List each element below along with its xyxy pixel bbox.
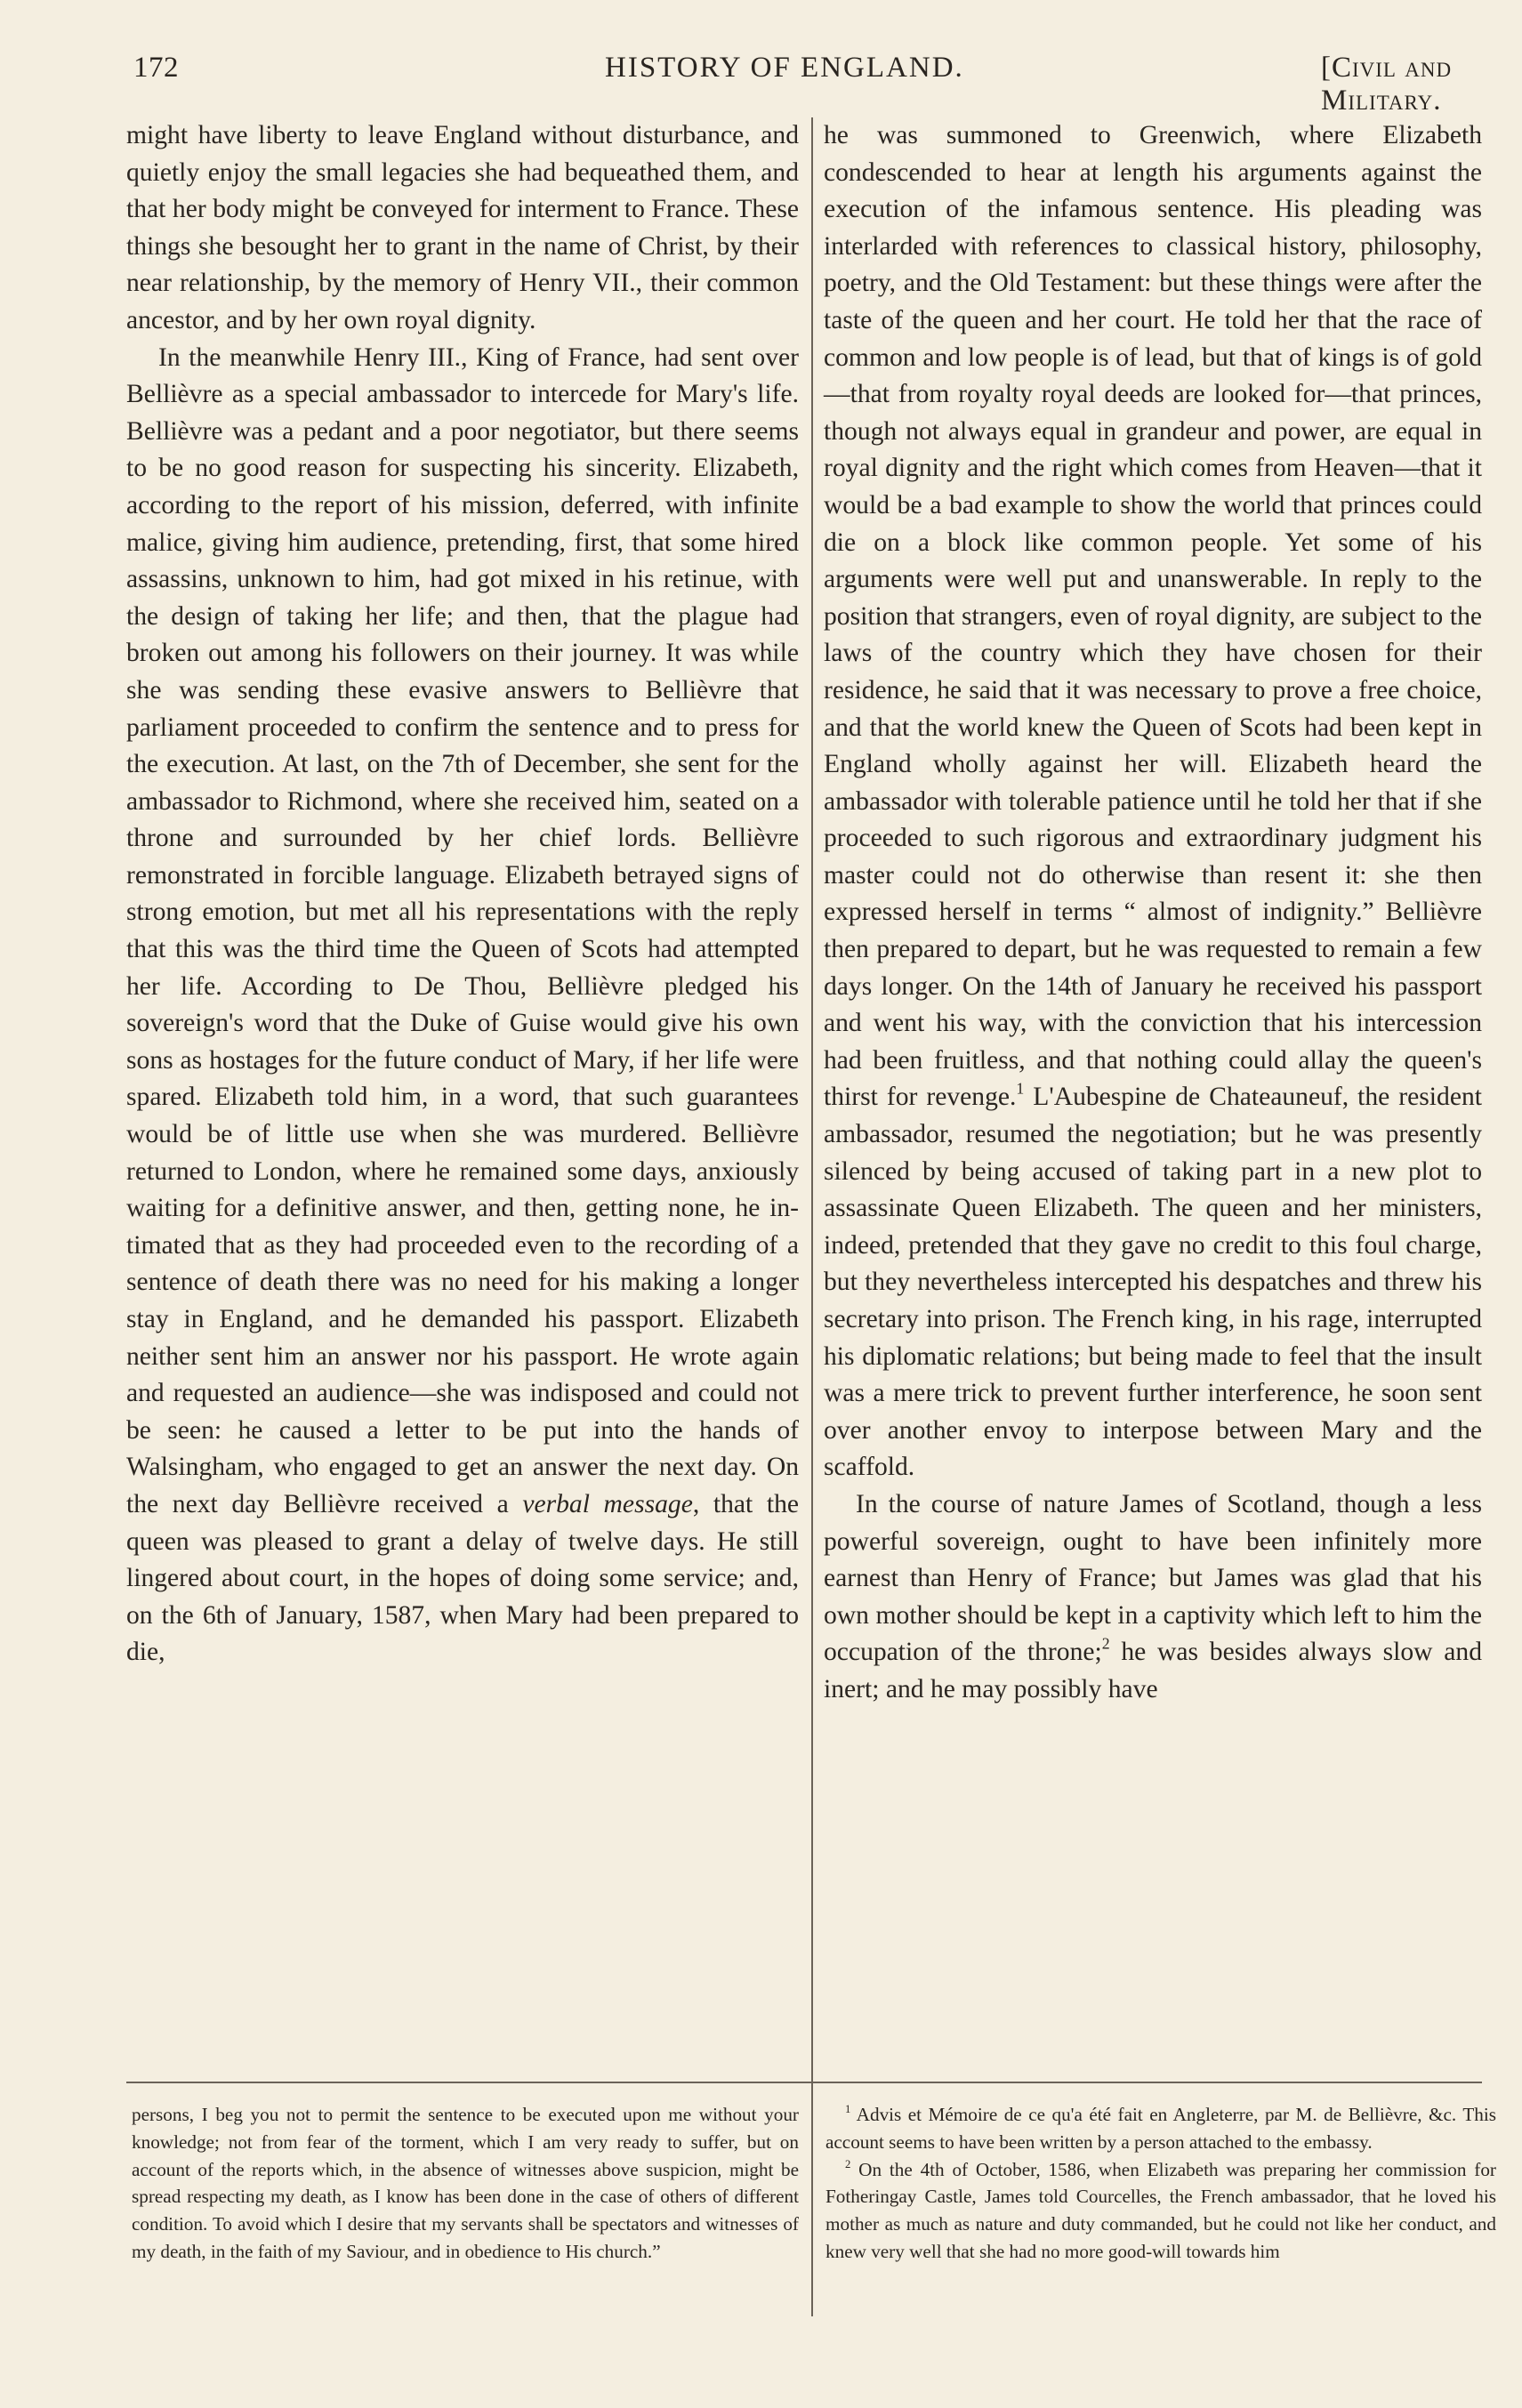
running-header xyxy=(133,52,1521,117)
footnote-text: Advis et Mémoire de ce qu'a été fait en Angleterre, par M. de Bellièvre, &c. This account seems to have been written by a person attached to the embassy. xyxy=(825,2104,1496,2153)
paragraph xyxy=(126,340,799,1671)
column-divider xyxy=(811,117,813,2316)
running-title: HISTORY OF ENGLAND. xyxy=(605,52,964,84)
paragraph-text: he was besides always slow and inert; and he may possibly have xyxy=(824,1638,1482,1703)
paragraph-text: In the course of nature James of Scotland, though a less powerful sovereign, ought to have been infinitely more earnest than Henry of France; but James was glad that his own mother should be kept in a captivity which left to him the occupation of the throne; xyxy=(824,1489,1482,1667)
paragraph-text: might have liberty to leave England without disturbance, and quietly enjoy the small legacies she had bequeathed them, and that her body might be conveyed for interment to France. These things she besought her to grant in the name of Christ, by their near relationship, by the memory of Henry VII., their common ancestor, and by her own royal dignity. xyxy=(126,121,799,334)
paragraph xyxy=(126,117,799,340)
section-label: [Civil and Military. xyxy=(1321,52,1453,117)
paragraph-text: he was summoned to Greenwich, where Elizabeth condescended to hear at length his arguments against the execution of the infamous sentence. His pleading was interlarded with references to classical history, philosophy, poetry, and the Old Testament: but these things were after the taste of the queen and her court. He told her that the race of common and low people is of lead, but that of kings is of gold—that from royalty royal deeds are looked for—that princes, though not always equal in grandeur and power, are equal in royal dignity and the right which comes from Heaven—that it would be a bad example to show the world that princes could die on a block like common people. Yet some of his arguments were well put and unanswerable. In reply to the position that strangers, even of royal dignity, are subject to the laws of the country which they have chosen for their residence, he said that it was necessary to prove a free choice, and that the world knew the Queen of Scots had been kept in England wholly against her will. Elizabeth heard the ambassador with tolerable patience until he told her that if she proceeded to such rigorous and extraordinary judgment his master could not do otherwise than resent it: she then expressed herself in terms “ almost of indignity.” Bellièvre then prepared to depart, but he was requested to remain a few days longer. On the 14th of January he received his passport and went his way, with the conviction that his intercession had been fruitless, and that nothing could allay the queen's thirst for revenge. xyxy=(824,121,1482,1112)
paragraph-text: L'Aubespine de Chateauneuf, the resident ambassador, resumed the negotiation; but he was presently silenced by being accused of taking part in a new plot to assassinate Queen Elizabeth. The queen and her ministers, indeed, pretended that they gave no credit to this foul charge, but they nevertheless intercepted his despatches and threw his secretary into prison. The French king, in his rage, interrupted his diplomatic relations; but being made to feel that the insult was a mere trick to prevent further interference, he soon sent over another envoy to interpose between Mary and the scaffold. xyxy=(824,1083,1482,1482)
paragraph xyxy=(824,117,1482,1486)
footnote-rule xyxy=(126,2082,1482,2083)
footnote-reference: 1 xyxy=(1016,1080,1025,1099)
footnote-number: 2 xyxy=(845,2157,851,2170)
paragraph-text: In the meanwhile Henry III., King of France, had sent over Bellièvre as a special ambassador to intercede for Mary's life. Bellièvre was a pedant and a poor negotiator, but there seems to be no good reason for suspecting his sincerity. Elizabeth, according to the report of his mission, deferred, with infinite malice, giving him audience, pretending, first, that some hired assassins, unknown to him, had got mixed in his retinue, with the design of taking her life; and then, that the plague had broken out among his followers on their journey. It was while she was sending these evasive answers to Bellièvre that parliament proceeded to confirm the sentence and to press for the execution. At last, on the 7th of December, she sent for the ambassador to Richmond, where she received him, seated on a throne and surrounded by her chief lords. Bellièvre remonstrated in forcible language. Elizabeth betrayed signs of strong emotion, but met all his representations with the reply that this was the third time the Queen of Scots had attempted her life. According to De Thou, Bellièvre pledged his sovereign's word that the Duke of Guise would give his own sons as hostages for the future conduct of Mary, if her life were spared. Elizabeth told him, in a word, that such guarantees would be of little use when she was murdered. Bellièvre returned to London, where he remained some days, anxiously waiting for a definitive answer, and then, getting none, he intimated that as they had proceeded even to the recording of a sentence of death there was no need for his making a longer stay in England, and he demanded his passport. Elizabeth neither sent him an answer nor his passport. He wrote again and requested an audience—she was indisposed and could not be seen: he caused a letter to be put into the hands of Walsingham, who engaged to get an answer the next day. On the next day Bellièvre received a xyxy=(126,342,799,1518)
footnote-text: On the 4th of October, 1586, when Elizabeth was preparing her commission for Fotheringay Castle, James told Courcelles, the French ambassador, that he loved his mother as much as nature and duty commanded, but he could not like her conduct, and knew very well that she had no more good-will towards him xyxy=(825,2158,1496,2262)
footnote-number: 1 xyxy=(845,2103,851,2116)
paragraph-text: , that the queen was pleased to grant a delay of twelve days. He still lingered about court, in the hopes of doing some service; and, on the 6th of January, 1587, when Mary had been prepared to die, xyxy=(126,1489,799,1667)
footnote-1 xyxy=(825,2101,1496,2156)
left-column xyxy=(126,117,799,1671)
footnotes-right xyxy=(825,2101,1496,2266)
page-number: 172 xyxy=(133,52,179,84)
footnote-continued: persons, I beg you not to permit the sentence to be executed upon me without your knowledge; not from fear of the torment, which I am very ready to suffer, but on account of the reports which, in the absence of witnesses above suspicion, might be spread respecting my death, as I know has been done in the case of others of different condition. To avoid which I desire that my servants shall be spectators and witnesses of my death, in the faith of my Saviour, and in obedience to His church.” xyxy=(132,2104,799,2262)
footnotes-left xyxy=(132,2101,799,2266)
italic-phrase: verbal message xyxy=(522,1489,693,1518)
footnote-reference: 2 xyxy=(1101,1634,1110,1653)
footnote-2 xyxy=(825,2156,1496,2266)
paragraph xyxy=(824,1486,1482,1709)
right-column xyxy=(824,117,1482,1709)
